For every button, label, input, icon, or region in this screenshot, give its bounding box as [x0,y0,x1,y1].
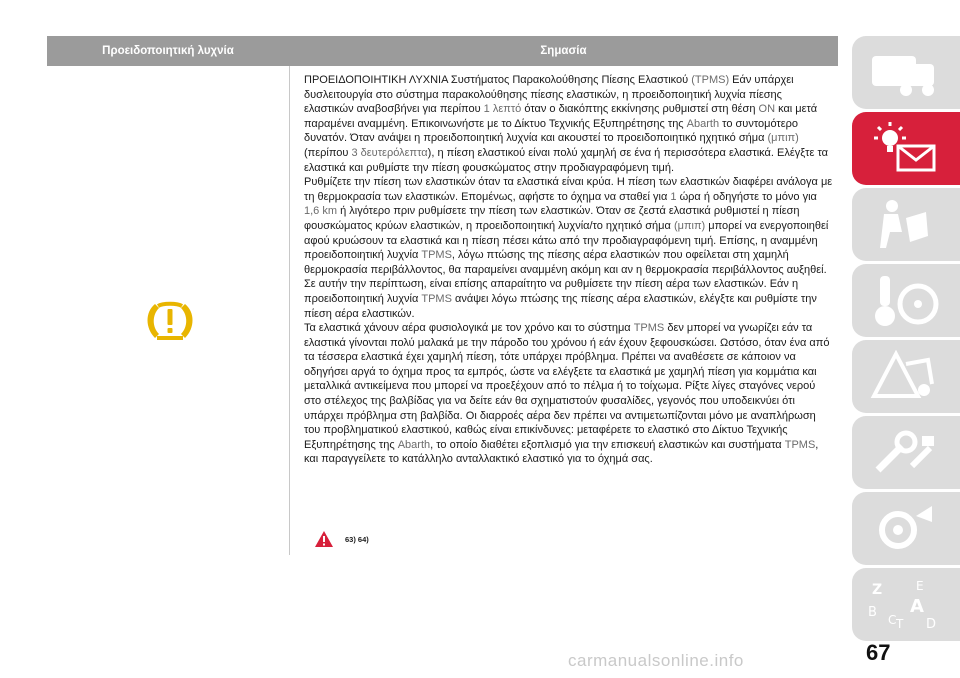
svg-text:Z: Z [872,582,883,598]
svg-text:D: D [926,617,937,632]
svg-text:C: C [888,613,897,627]
description-text [304,73,834,467]
paragraph-tpms-malfunction: ΠΡΟΕΙΔΟΠΟΙΗΤΙΚΗ ΛΥΧΝΙΑ Συστήματος Παρακολούθησης Πίεσης Ελαστικού (TPMS) Εάν υπάρχει δυσλειτουργία στο σύστημα παρακολούθησης πίεσης ελαστικών, η προειδοποιητική λυχνία πίεσης ελαστικών αναβοσβήνει για περίπου 1 λεπτό όταν ο διακόπτης εκκίνησης ρυθμιστεί στη θέση ON και μετά παραμένει αναμμένη. Επικοινωνήστε με το Δίκτυο Τεχνικής Εξυπηρέτησης της Abarth το συντομότερο δυνατόν. Όταν ανάψει η προειδοποιητική λυχνία και ακουστεί το προειδοποιητικό ηχητικό σήμα (μπιπ) (περίπου 3 δευτερόλεπτα), η πίεση ελαστικού είναι πολύ χαμηλή σε ένα ή περισσότερα ελαστικά. Ελέγξτε τα ελαστικά και ρυθμίστε την πίεση φουσκώματος στην προδιαγραφόμενη τιμή. [304,74,829,174]
watermark: carmanualsonline.info [568,651,744,670]
hazard-warning-icon [866,350,946,404]
maintenance-tools-icon [866,426,946,480]
car-info-icon [866,46,946,100]
tab-index[interactable] [852,568,960,641]
header-meaning: Σημασία [540,45,587,57]
paragraph-air-loss: Τα ελαστικά χάνουν αέρα φυσιολογικά με τον χρόνο και το σύστημα TPMS δεν μπορεί να γνωρίζει εάν τα ελαστικά γίνονται πολύ μαλακά με την πάροδο του χρόνου ή εάν έχουν ξεφουσκώσει. Ωστόσο, όταν ένα από τα τέσσερα ελαστικά έχει χαμηλή πίεση, τότε υπάρχει πρόβλημα. Πρέπει να αναθέσετε σε κάποιον να οδηγήσει αργά το όχημα προς τα εμπρός, ώστε να ελέγξετε τα ελαστικά με χαμηλή πίεση για κομμάτια και μεταλλικά αντικείμενα που μπορεί να προεξέχουν από το πέλμα ή το τοίχωμα. Ρίξτε λίγες σταγόνες νερού στο στέλεχος της βαλβίδας για να δείτε εάν θα σχηματιστούν φυσαλίδες, γεγονός που υποδεικνύει ότι υπάρχει πρόβλημα στη βαλβίδα. Οι διαρροές αέρα δεν πρέπει να αντιμετωπίζονται μόνο με αναπλήρωση του προβληματικού ελαστικού, καθώς είναι επικίνδυνες: μεταφέρετε το ελαστικό στο Δίκτυο Τεχνικής Εξυπηρέτησης της Abarth, το οποίο διαθέτει εξοπλισμό για την επισκευή ελαστικών και συστήματα TPMS, και παραγγείλετε το κατάλληλο ανταλλακτικό ελαστικό για το όχημά σας. [304,322,830,466]
column-divider [289,66,290,555]
header-warning-lamp: Προειδοποιητική λυχνία [102,45,234,57]
paragraph-adjust-pressure: Ρυθμίζετε την πίεση των ελαστικών όταν τα ελαστικά είναι κρύα. Η πίεση των ελαστικών διαφέρει ανάλογα με τη θερμοκρασία των ελαστικών. Επομένως, αφήστε το όχημα να σταθεί για 1 ώρα ή οδηγήστε το μόνο για 1,6 km ή λιγότερο πριν ρυθμίσετε την πίεση των ελαστικών. Όταν σε ζεστά ελαστικά ρυθμιστεί η πίεση φουσκώματος κρύων ελαστικών, η προειδοποιητική λυχνία/το ηχητικό σήμα (μπιπ) μπορεί να ενεργοποιηθεί αφού κρυώσουν τα ελαστικά και η πίεση πέσει κάτω από την προδιαγραφόμενη τιμή. Επίσης, η αναμμένη προειδοποιητική λυχνία TPMS, λόγω πτώσης της πίεσης αέρα ελαστικών που οφείλεται στη χαμηλή θερμοκρασία περιβάλλοντος, θα παραμείνει αναμμένη ακόμη και αν η θερμοκρασία περιβάλλοντος αυξηθεί. Σε αυτήν την περίπτωση, είναι επίσης απαραίτητο να ρυθμίσετε την πίεση αέρα των ελαστικών. Εάν η προειδοποιητική λυχνία TPMS ανάψει λόγω πτώσης της πίεσης αέρα ελαστικών, ελέγξτε και ρυθμίστε την πίεση αέρα ελαστικών. [304,176,833,320]
steering-key-icon [866,274,946,328]
svg-text:B: B [868,605,877,620]
tab-emergency[interactable] [852,340,960,413]
table-header [47,36,838,66]
caution-refs: 63) 64) [345,534,369,544]
warning-lamp-message-icon [866,122,946,176]
seatbelt-safety-icon [866,198,946,252]
svg-text:T: T [896,617,904,631]
warning-triangle-icon [315,531,333,547]
page-number: 67 [866,640,891,665]
tab-warning-lamps[interactable] [852,112,960,185]
svg-text:E: E [916,579,924,593]
caution-reference [315,531,369,547]
tab-starting-driving[interactable] [852,264,960,337]
svg-text:A: A [910,596,924,617]
index-letters-icon [866,578,946,632]
technical-data-icon [866,502,946,556]
tpms-warning-lamp-icon [143,298,197,344]
tab-safety[interactable] [852,188,960,261]
tab-maintenance[interactable] [852,416,960,489]
tab-car-info[interactable] [852,36,960,109]
tab-technical-data[interactable] [852,492,960,565]
